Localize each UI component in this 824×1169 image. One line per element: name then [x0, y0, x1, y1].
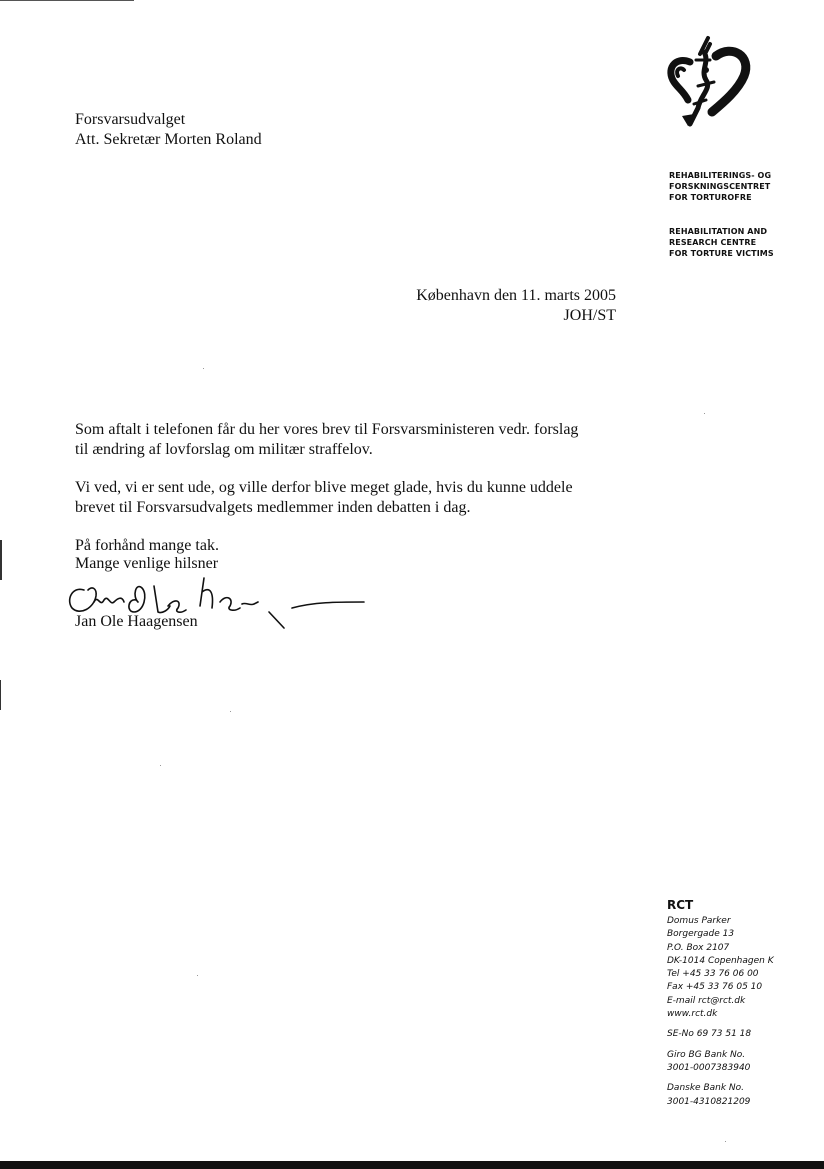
- top-edge-rule: [0, 0, 134, 1]
- place-date: København den 11. marts 2005: [416, 287, 616, 304]
- signer-name: Jan Ole Haagensen: [75, 613, 198, 630]
- footer-danske-number: 3001-4310821209: [667, 1096, 751, 1107]
- footer-org-abbrev: RCT: [667, 898, 694, 912]
- left-scan-mark-2: [0, 680, 1, 710]
- thanks-line: På forhånd mange tak.: [75, 537, 219, 554]
- closing-line: Mange venlige hilsner: [75, 555, 219, 572]
- org-name-english: REHABILITATION AND RESEARCH CENTRE FOR TORTURE VICTIMS: [669, 227, 774, 258]
- dateline: [416, 286, 616, 326]
- org-name-danish: REHABILITERINGS- OG FORSKNINGSCENTRET FOR TORTUROFRE: [669, 171, 772, 202]
- footer-address-line: P.O. Box 2107: [667, 942, 730, 953]
- scan-speck: [203, 368, 204, 369]
- footer-giro-label: Giro BG Bank No.: [667, 1049, 746, 1060]
- reference-initials: JOH/ST: [563, 307, 616, 324]
- recipient-attention: Att. Sekretær Morten Roland: [75, 131, 262, 148]
- footer-contact: [667, 898, 774, 1109]
- bottom-scan-edge: [0, 1161, 824, 1169]
- rct-logo-icon: [660, 30, 756, 130]
- footer-se-number: SE-No 69 73 51 18: [667, 1029, 752, 1040]
- scan-speck: [160, 765, 161, 766]
- body-paragraph-1: Som aftalt i telefonen får du her vores brev til Forsvarsministeren vedr. forslag til ændring af lovforslag om militær straffelov.: [75, 421, 579, 458]
- scan-speck: [230, 711, 231, 712]
- footer-fax: Fax +45 33 76 05 10: [667, 982, 763, 993]
- footer-danske-label: Danske Bank No.: [667, 1083, 745, 1094]
- footer-website: www.rct.dk: [667, 1009, 718, 1020]
- left-scan-mark: [0, 540, 2, 580]
- footer-giro-number: 3001-0007383940: [667, 1062, 751, 1073]
- footer-address-line: Domus Parker: [667, 916, 731, 926]
- footer-address-line: DK-1014 Copenhagen K: [667, 955, 774, 966]
- scan-speck: [704, 413, 705, 414]
- footer-email: E-mail rct@rct.dk: [667, 995, 746, 1006]
- recipient-name: Forsvarsudvalget: [75, 111, 186, 128]
- scan-speck: [725, 1141, 726, 1142]
- body-paragraph-2: Vi ved, vi er sent ude, og ville derfor blive meget glade, hvis du kunne uddele brevet til Forsvarsudvalgets medlemmer inden debatten i dag.: [75, 479, 573, 516]
- scan-speck: [197, 975, 198, 976]
- footer-phone: Tel +45 33 76 06 00: [667, 969, 759, 980]
- footer-address-line: Borgergade 13: [667, 929, 735, 940]
- recipient-block: [75, 110, 262, 150]
